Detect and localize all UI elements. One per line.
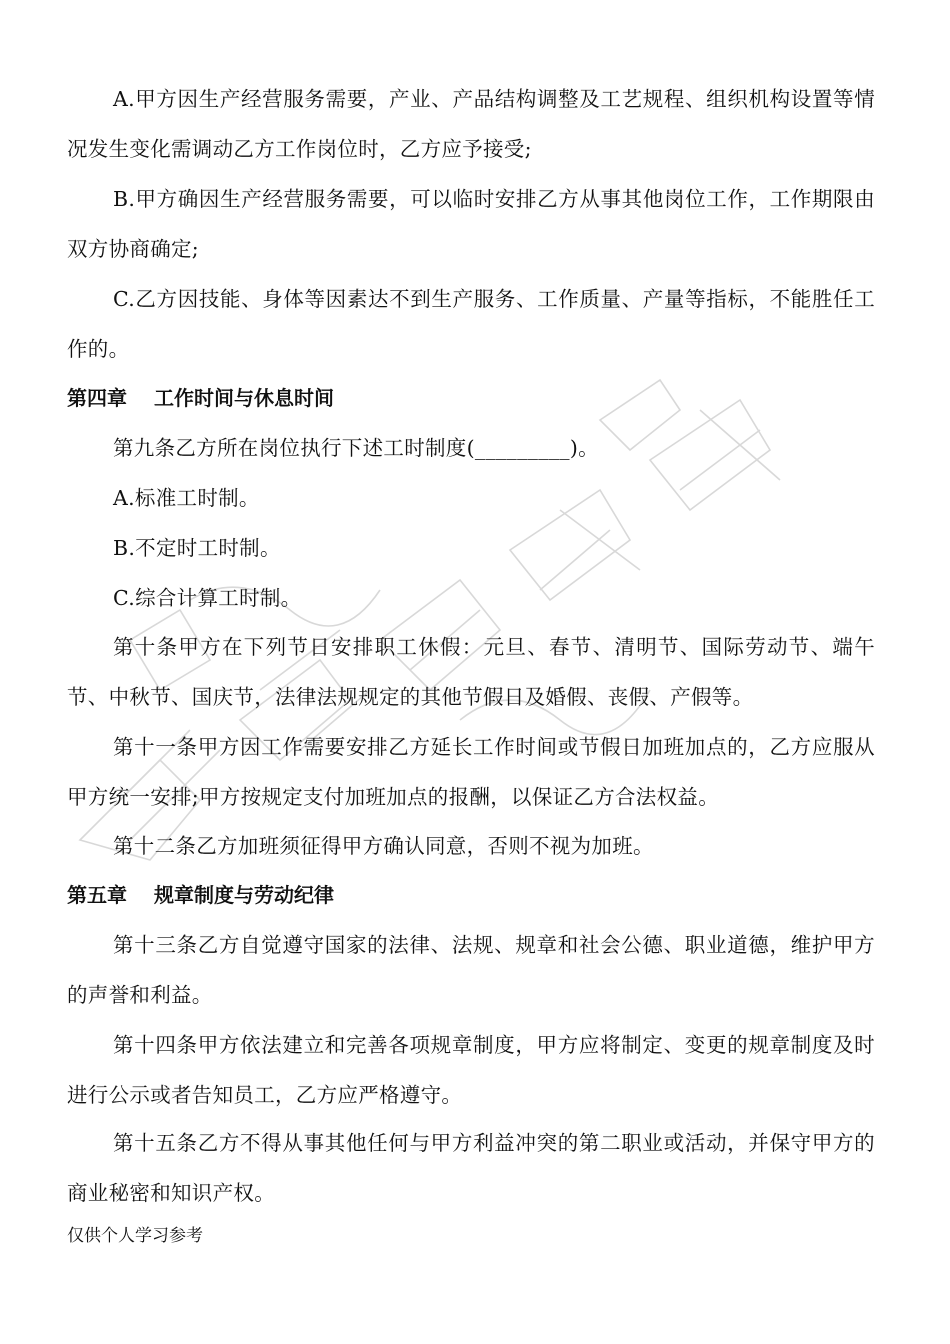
article-11: 第十一条甲方因工作需要安排乙方延长工作时间或节假日加班加点的，乙方应服从甲方统一安排;甲方按规定支付加班加点的报酬，以保证乙方合法权益。: [67, 735, 875, 809]
article-13: 第十三条乙方自觉遵守国家的法律、法规、规章和社会公德、职业道德，维护甲方的声誉和利益。: [67, 933, 875, 1007]
option-c-comprehensive: C.综合计算工时制。: [113, 586, 302, 610]
clause-b-temporary: B.甲方确因生产经营服务需要，可以临时安排乙方从事其他岗位工作，工作期限由双方协商确定;: [67, 187, 875, 261]
option-b-flexible: B.不定时工时制。: [113, 536, 281, 560]
article-14: 第十四条甲方依法建立和完善各项规章制度，甲方应将制定、变更的规章制度及时进行公示或者告知员工，乙方应严格遵守。: [67, 1033, 875, 1107]
chapter-4-heading: 第四章 工作时间与休息时间: [67, 386, 334, 410]
article-12: 第十二条乙方加班须征得甲方确认同意，否则不视为加班。: [113, 834, 654, 858]
article-9: 第九条乙方所在岗位执行下述工时制度(_________)。: [113, 436, 599, 460]
footer-note: 仅供个人学习参考: [67, 1226, 203, 1246]
clause-a-transfer: A.甲方因生产经营服务需要，产业、产品结构调整及工艺规程、组织机构设置等情况发生变化需调动乙方工作岗位时，乙方应予接受;: [67, 87, 875, 161]
chapter-5-heading: 第五章 规章制度与劳动纪律: [67, 883, 334, 907]
article-15: 第十五条乙方不得从事其他任何与甲方利益冲突的第二职业或活动，并保守甲方的商业秘密和知识产权。: [67, 1131, 875, 1205]
article-10: 第十条甲方在下列节日安排职工休假：元旦、春节、清明节、国际劳动节、端午节、中秋节、国庆节，法律法规规定的其他节假日及婚假、丧假、产假等。: [67, 635, 875, 709]
clause-c-incompetent: C.乙方因技能、身体等因素达不到生产服务、工作质量、产量等指标，不能胜任工作的。: [67, 287, 875, 361]
option-a-standard: A.标准工时制。: [113, 486, 260, 510]
